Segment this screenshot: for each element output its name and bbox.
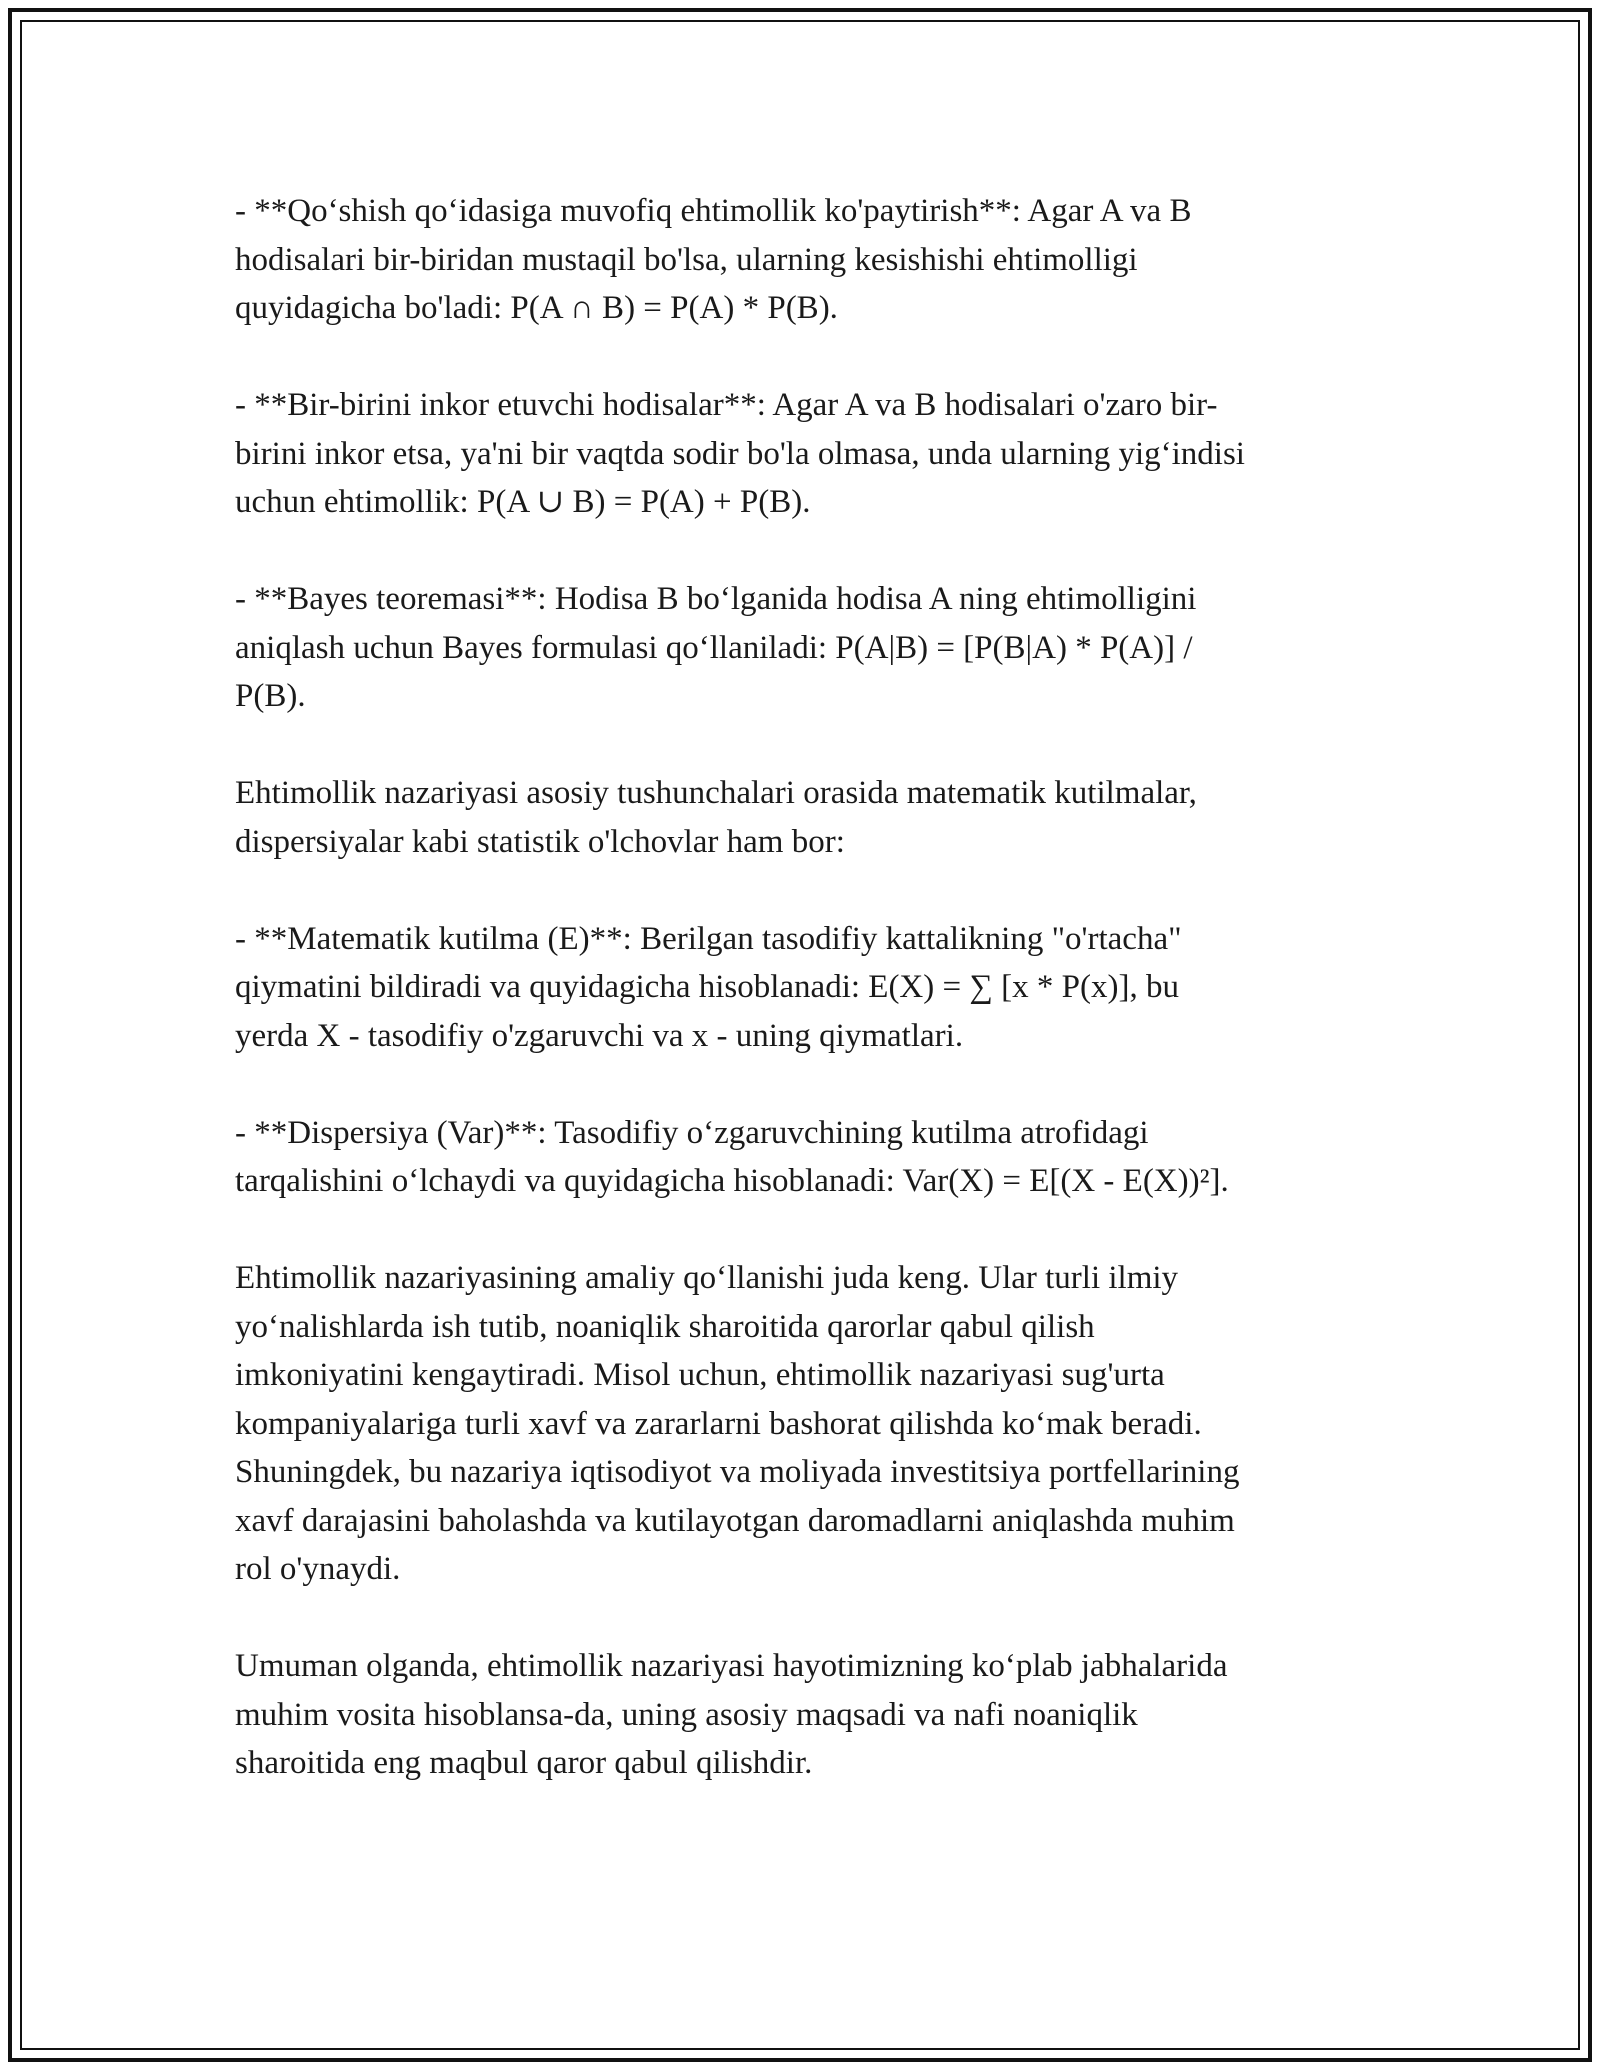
paragraph-multiplication-rule: - **Qo‘shish qo‘idasiga muvofiq ehtimollik ko'paytirish**: Agar A va B hodisalari bir-biridan mustaqil bo'lsa, ularning kesishishi ehtimolligi quyidagicha bo'ladi: P(A ∩ B) = P(A) * P(B). bbox=[235, 193, 1192, 326]
paragraph-statistical-measures-intro: Ehtimollik nazariyasi asosiy tushunchalari orasida matematik kutilmalar, dispersiyalar kabi statistik o'lchovlar ham bor: bbox=[235, 775, 1197, 860]
paragraph-practical-applications: Ehtimollik nazariyasining amaliy qo‘llanishi juda keng. Ular turli ilmiy yo‘nalishlarda ish tutib, noaniqlik sharoitida qarorlar qabul qilish imkoniyatini kengaytiradi. Misol uchun, ehtimollik nazariyasi sug'urta kompaniyalariga turli xavf va zararlarni bashorat qilishda ko‘mak beradi. Shuningdek, bu nazariya iqtisodiyot va moliyada investitsiya portfellarining xavf darajasini baholashda va kutilayotgan daromadlarni aniqlashda muhim rol o'ynaydi. bbox=[235, 1260, 1240, 1587]
paragraph-bayes-theorem: - **Bayes teoremasi**: Hodisa B bo‘lganida hodisa A ning ehtimolligini aniqlash uchun Bayes formulasi qo‘llaniladi: P(A|B) = [P(B|A) * P(A)] / P(B). bbox=[235, 581, 1197, 714]
document-body bbox=[235, 187, 1370, 1836]
paragraph-variance: - **Dispersiya (Var)**: Tasodifiy o‘zgaruvchining kutilma atrofidagi tarqalishini o‘lchaydi va quyidagicha hisoblanadi: Var(X) = E[(X - E(X))²]. bbox=[235, 1114, 1229, 1199]
paragraph-expected-value: - **Matematik kutilma (E)**: Berilgan tasodifiy kattalikning "o'rtacha" qiymatini bildiradi va quyidagicha hisoblanadi: E(X) = ∑ [x * P(x)], bu yerda X - tasodifiy o'zgaruvchi va x - uning qiymatlari. bbox=[235, 920, 1182, 1054]
paragraph-mutually-exclusive-events: - **Bir-birini inkor etuvchi hodisalar**: Agar A va B hodisalari o'zaro bir- birini inkor etsa, ya'ni bir vaqtda sodir bo'la olmasa, unda ularning yig‘indisi uchun ehtimollik: P(A ∪ B) = P(A) + P(B). bbox=[235, 387, 1245, 520]
paragraph-conclusion: Umuman olganda, ehtimollik nazariyasi hayotimizning ko‘plab jabhalarida muhim vosita hisoblansa-da, uning asosiy maqsadi va nafi noaniqlik sharoitida eng maqbul qaror qabul qilishdir. bbox=[235, 1648, 1228, 1781]
